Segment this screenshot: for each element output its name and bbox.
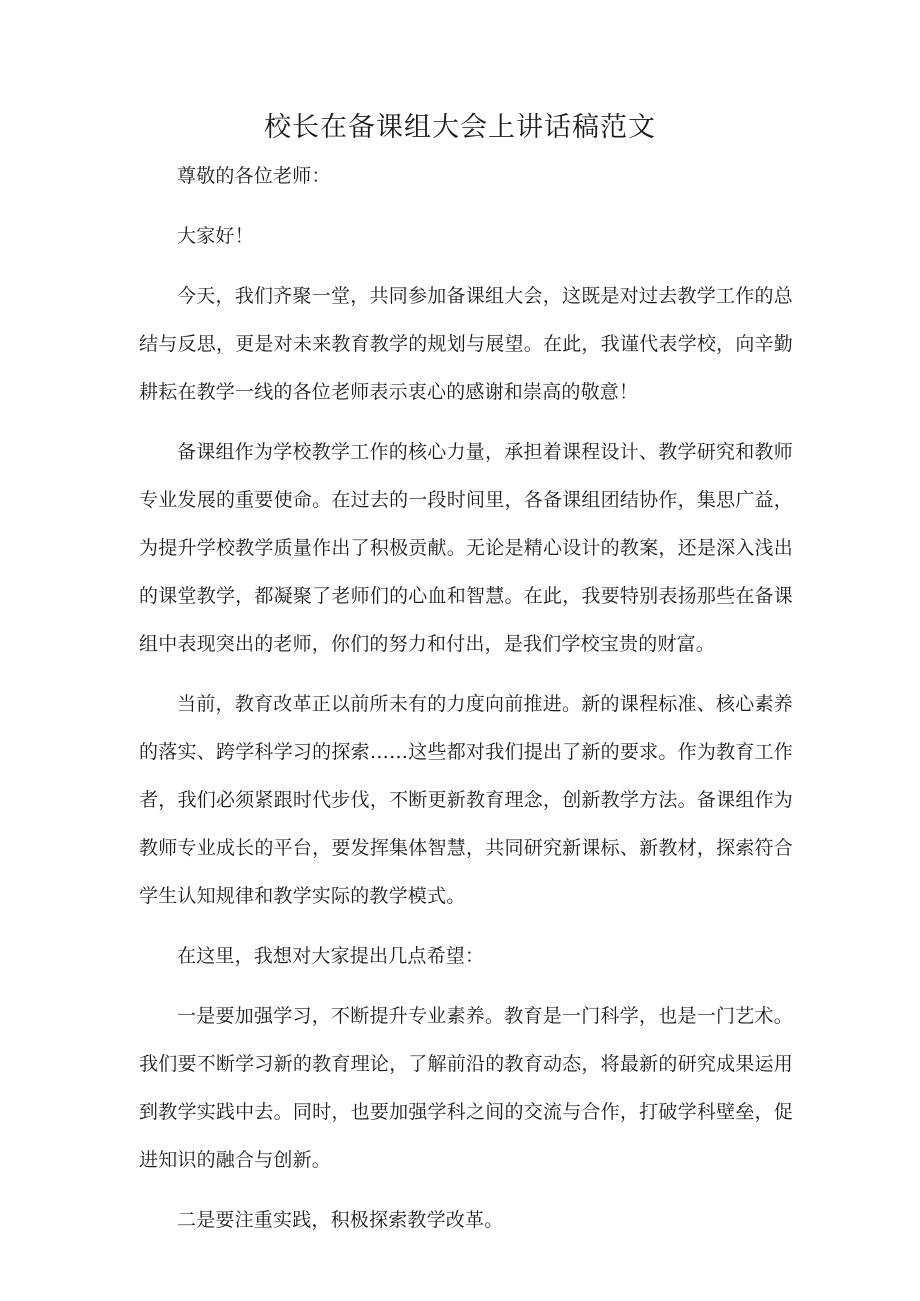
greeting-paragraph: 大家好！ <box>177 225 254 247</box>
body-paragraph: 备课组作为学校教学工作的核心力量，承担着课程设计、教学研究和教师专业发展的重要使命。在过去的一段时间里，各备课组团结协作，集思广益，为提升学校教学质量作出了积极贡献。无论是精心设计的教案，还是深入浅出的课堂教学，都凝聚了老师们的心血和智慧。在此，我要特别表扬那些在备课组中表现突出的老师，你们的努力和付出，是我们学校宝贵的财富。 <box>139 441 793 655</box>
body-paragraph: 一是要加强学习，不断提升专业素养。教育是一门科学，也是一门艺术。我们要不断学习新的教育理论，了解前沿的教育动态，将最新的研究成果运用到教学实践中去。同时，也要加强学科之间的交流与合作，打破学科壁垒，促进知识的融合与创新。 <box>139 1005 793 1171</box>
document-body <box>139 152 793 1256</box>
salutation-paragraph: 尊敬的各位老师： <box>177 165 331 187</box>
body-paragraph: 今天，我们齐聚一堂，共同参加备课组大会，这既是对过去教学工作的总结与反思，更是对未来教育教学的规划与展望。在此，我谨代表学校，向辛勤耕耘在教学一线的各位老师表示衷心的感谢和崇高的敬意！ <box>139 285 793 403</box>
document-title: 校长在备课组大会上讲话稿范文 <box>264 112 656 143</box>
body-paragraph: 当前，教育改革正以前所未有的力度向前推进。新的课程标准、核心素养的落实、跨学科学习的探索……这些都对我们提出了新的要求。作为教育工作者，我们必须紧跟时代步伐，不断更新教育理念，创新教学方法。备课组作为教师专业成长的平台，要发挥集体智慧，共同研究新课标、新教材，探索符合学生认知规律和教学实际的教学模式。 <box>139 693 793 907</box>
body-paragraph: 二是要注重实践，积极探索教学改革。 <box>177 1209 504 1231</box>
body-paragraph: 在这里，我想对大家提出几点希望： <box>177 945 485 967</box>
